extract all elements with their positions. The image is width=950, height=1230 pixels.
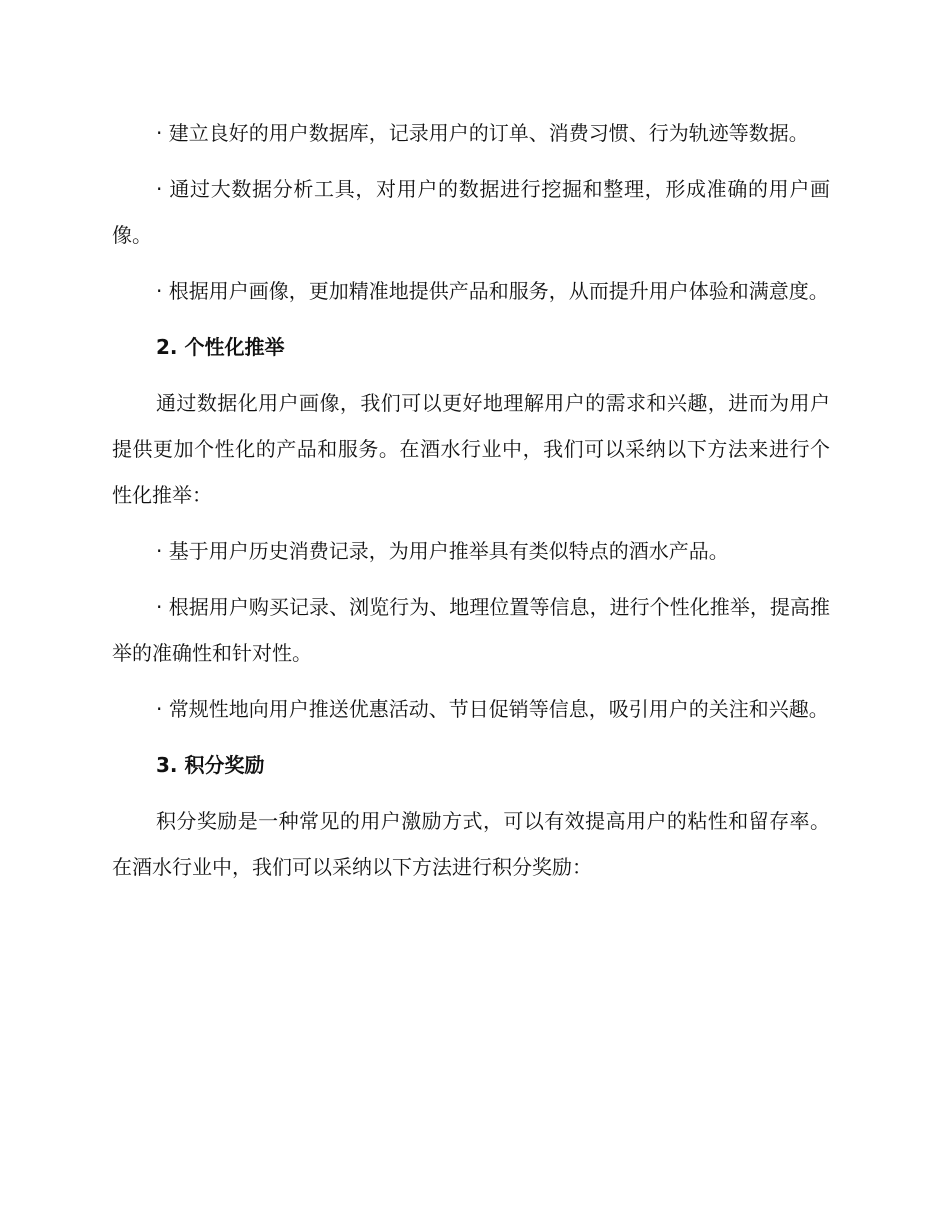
- bullet-precise-service: · 根据用户画像，更加精准地提供产品和服务，从而提升用户体验和满意度。: [156, 279, 829, 303]
- bullet-behavior-based-recommendation: · 根据用户购买记录、浏览行为、地理位置等信息，进行个性化推举，提高推举的准确性和针对性。: [112, 595, 830, 665]
- section-heading-points-reward: 3. 积分奖励: [156, 753, 265, 777]
- section-intro-points-reward: 积分奖励是一种常见的用户激励方式，可以有效提高用户的粘性和留存率。在酒水行业中，我们可以采纳以下方法进行积分奖励：: [112, 809, 830, 879]
- bullet-promotion-push: · 常规性地向用户推送优惠活动、节日促销等信息，吸引用户的关注和兴趣。: [156, 697, 829, 721]
- document-content: [112, 110, 830, 900]
- bullet-big-data-analysis: · 通过大数据分析工具，对用户的数据进行挖掘和整理，形成准确的用户画像。: [112, 177, 830, 247]
- section-intro-personalized-recommendation: 通过数据化用户画像，我们可以更好地理解用户的需求和兴趣，进而为用户提供更加个性化的产品和服务。在酒水行业中，我们可以采纳以下方法来进行个性化推举：: [112, 391, 830, 507]
- bullet-history-based-recommendation: · 基于用户历史消费记录，为用户推举具有类似特点的酒水产品。: [156, 539, 729, 563]
- section-heading-personalized-recommendation: 2. 个性化推举: [156, 335, 285, 359]
- bullet-user-database: · 建立良好的用户数据库，记录用户的订单、消费习惯、行为轨迹等数据。: [156, 121, 809, 145]
